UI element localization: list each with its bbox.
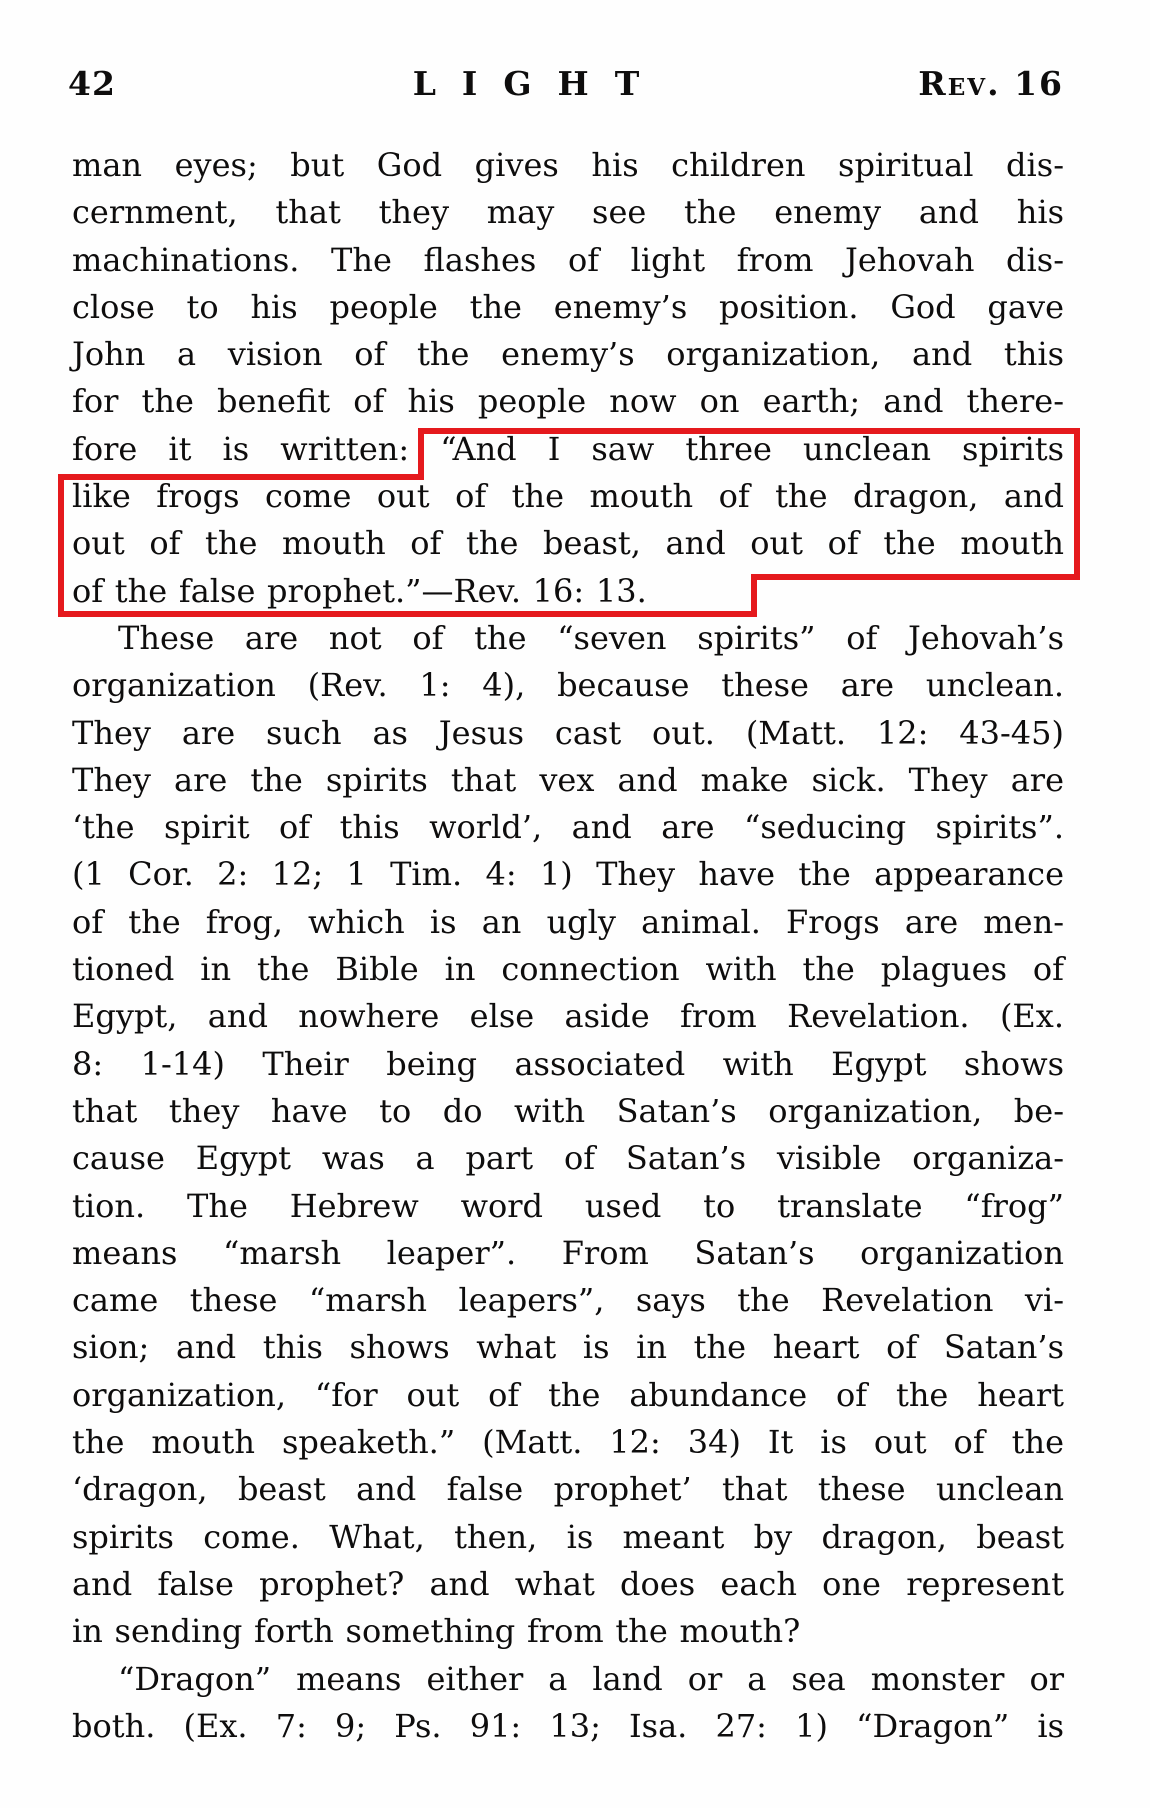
text-line: for the benefit of his people now on earth; and there-	[72, 382, 1064, 421]
text-line: sion; and this shows what is in the heart of Satan’s	[72, 1328, 1064, 1367]
text-line: These are not of the “seven spirits” of Jehovah’s	[118, 618, 1064, 657]
text-line: the mouth speaketh.” (Matt. 12: 34) It is out of the	[72, 1423, 1064, 1462]
text-line: 8: 1-14) Their being associated with Egypt shows	[72, 1044, 1064, 1083]
text-line: out of the mouth of the beast, and out of the mouth	[72, 524, 1064, 563]
chapter-reference: Rev. 16	[918, 64, 1064, 103]
text-line: organization (Rev. 1: 4), because these are unclean.	[72, 666, 1064, 705]
text-line: John a vision of the enemy’s organization, and this	[72, 335, 1064, 374]
text-line: means “marsh leaper”. From Satan’s organization	[72, 1233, 1064, 1272]
running-header	[68, 64, 1064, 103]
text-line: that they have to do with Satan’s organization, be-	[72, 1091, 1064, 1130]
text-line: came these “marsh leapers”, says the Revelation vi-	[72, 1281, 1064, 1320]
text-line: They are the spirits that vex and make sick. They are	[72, 760, 1064, 799]
text-line: and false prophet? and what does each one represent	[72, 1564, 1064, 1603]
text-line: ‘the spirit of this world’, and are “seducing spirits”.	[72, 808, 1064, 847]
text-line: like frogs come out of the mouth of the dragon, and	[72, 477, 1064, 516]
text-line: tion. The Hebrew word used to translate “frog”	[72, 1186, 1064, 1225]
text-line: cause Egypt was a part of Satan’s visible organiza-	[72, 1139, 1064, 1178]
text-line: Egypt, and nowhere else aside from Revelation. (Ex.	[72, 997, 1064, 1036]
text-line: man eyes; but God gives his children spiritual dis-	[72, 146, 1064, 184]
text-line: ‘dragon, beast and false prophet’ that these unclean	[72, 1470, 1064, 1509]
book-title: LIGHT	[412, 64, 666, 103]
page-text	[72, 142, 1064, 1750]
text-line: organization, “for out of the abundance of the heart	[72, 1375, 1064, 1414]
text-line: tioned in the Bible in connection with the plagues of	[72, 950, 1064, 989]
text-line: “Dragon” means either a land or a sea monster or	[118, 1659, 1064, 1698]
text-line: spirits come. What, then, is meant by dragon, beast	[72, 1517, 1064, 1556]
text-line: of the false prophet.”—Rev. 16: 13.	[72, 571, 647, 610]
text-line: fore it is written: “And I saw three unclean spirits	[72, 429, 1064, 468]
text-line: of the frog, which is an ugly animal. Frogs are men-	[72, 902, 1064, 941]
page-number: 42	[68, 64, 116, 103]
text-line: cernment, that they may see the enemy and his	[72, 193, 1064, 232]
text-line: (1 Cor. 2: 12; 1 Tim. 4: 1) They have the appearance	[72, 855, 1064, 894]
text-line: both. (Ex. 7: 9; Ps. 91: 13; Isa. 27: 1) “Dragon” is	[72, 1706, 1064, 1745]
text-line: machinations. The flashes of light from Jehovah dis-	[72, 240, 1064, 279]
text-line: close to his people the enemy’s position. God gave	[72, 287, 1064, 326]
text-line: in sending forth something from the mouth?	[72, 1612, 801, 1651]
text-line: They are such as Jesus cast out. (Matt. 12: 43-45)	[72, 713, 1064, 752]
